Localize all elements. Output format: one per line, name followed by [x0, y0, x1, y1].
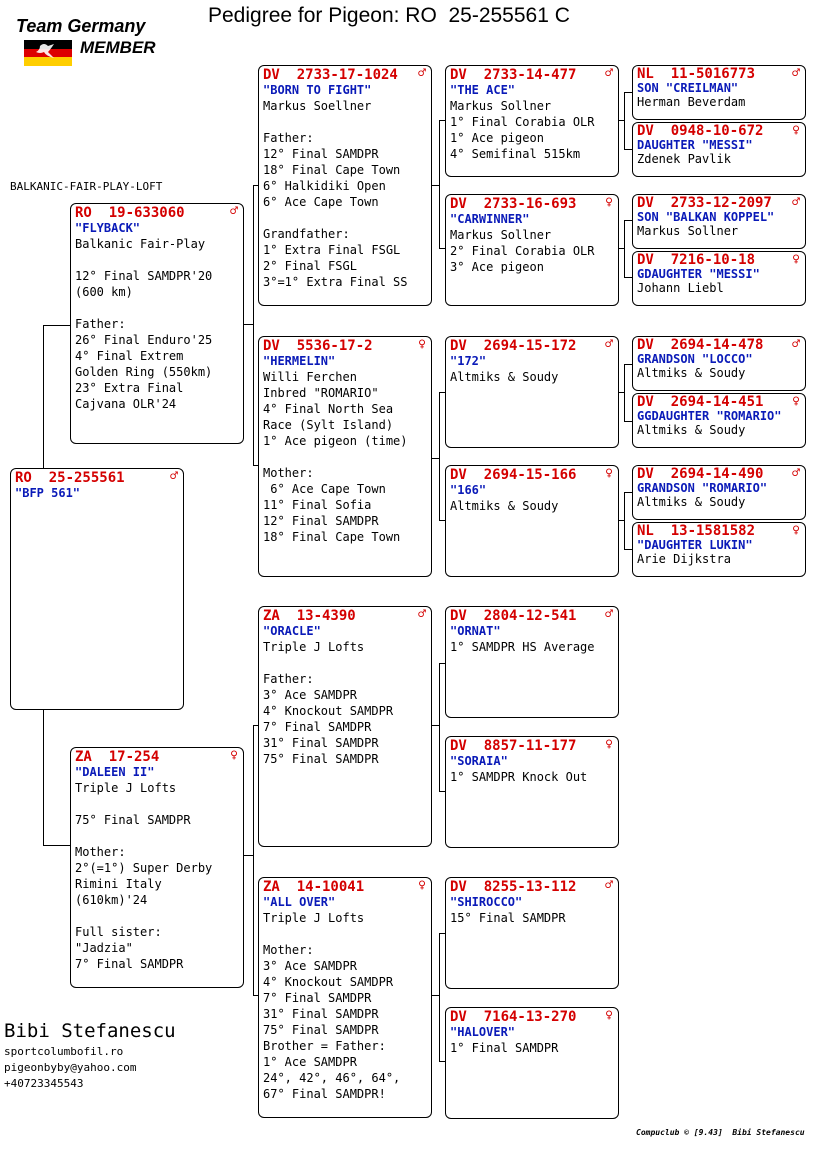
male-icon: ♂	[792, 195, 800, 210]
female-icon: ♀	[605, 1008, 613, 1023]
ring-number: DV 2694-14-478	[637, 337, 764, 353]
connector-line	[624, 492, 632, 493]
logo-text-team: Team Germany	[16, 16, 146, 36]
connector-line	[43, 710, 44, 845]
ring-number: NL 11-5016773	[637, 66, 756, 82]
pigeon-card-ssss	[632, 65, 806, 120]
pigeon-details: Markus Sollner	[637, 224, 739, 238]
pigeon-name: "HERMELIN"	[263, 354, 336, 368]
ring-number: DV 7216-10-18	[637, 252, 756, 268]
pigeon-name: "CARWINNER"	[450, 212, 530, 226]
loft-name: BALKANIC-FAIR-PLAY-LOFT	[10, 180, 163, 193]
connector-line	[624, 149, 632, 150]
logo-text-member: MEMBER	[80, 38, 156, 57]
pigeon-card-dam	[70, 747, 244, 988]
connector-line	[624, 364, 632, 365]
pigeon-name: "ORNAT"	[450, 624, 501, 638]
pigeon-card-ssds	[632, 194, 806, 249]
female-icon: ♀	[605, 737, 613, 752]
pigeon-name: "DALEEN II"	[75, 765, 155, 779]
connector-line	[439, 120, 440, 248]
pigeon-details: Altmiks & Soudy	[450, 370, 559, 384]
male-icon: ♂	[792, 466, 800, 481]
pigeon-name: "HALOVER"	[450, 1025, 516, 1039]
ring-number: DV 2694-14-451	[637, 394, 764, 410]
pigeon-details: Altmiks & Soudy	[637, 423, 746, 437]
ring-number: ZA 13-4390	[263, 608, 356, 624]
female-icon: ♀	[792, 123, 800, 138]
pigeon-details: Markus Sollner 1° Final Corabia OLR 1° Ace pigeon 4° Semifinal 515km	[450, 99, 595, 161]
connector-line	[624, 277, 632, 278]
male-icon: ♂	[605, 878, 613, 893]
connector-line	[624, 92, 625, 149]
pigeon-details: 15° Final SAMDPR	[450, 911, 566, 925]
pigeon-details: Balkanic Fair-Play 12° Final SAMDPR'20 (600 km) Father: 26° Final Enduro'25 4° Final Extrem Golden Ring (550km) 23° Extra Final Cajvana OLR'24	[75, 237, 213, 411]
male-icon: ♂	[792, 337, 800, 352]
male-icon: ♂	[418, 66, 426, 81]
pigeon-card-dam-sire	[258, 606, 432, 847]
pigeon-details: Johann Liebl	[637, 281, 724, 295]
pigeon-card-sddd	[632, 522, 806, 577]
pigeon-details: Altmiks & Soudy	[637, 495, 746, 509]
pigeon-card-sire-sire	[258, 65, 432, 306]
pigeon-card-ddd	[445, 1007, 619, 1119]
female-icon: ♀	[230, 748, 238, 763]
ring-number: RO 19-633060	[75, 205, 185, 221]
pigeon-card-ssdd	[632, 251, 806, 306]
connector-line	[624, 492, 625, 549]
pigeon-name: "SHIROCCO"	[450, 895, 523, 909]
pigeon-details: Triple J Lofts Father: 3° Ace SAMDPR 4° Knockout SAMDPR 7° Final SAMDPR 31° Final SAMDPR 75° Final SAMDPR	[263, 640, 394, 766]
pigeon-name: "ALL OVER"	[263, 895, 336, 909]
pigeon-name: "SORAIA"	[450, 754, 508, 768]
pigeon-details: Herman Beverdam	[637, 95, 746, 109]
connector-line	[624, 549, 632, 550]
female-icon: ♀	[418, 878, 426, 893]
connector-line	[43, 845, 70, 846]
pigeon-name: GDAUGHTER "MESSI"	[637, 267, 760, 281]
pigeon-card-sdd	[445, 465, 619, 577]
author-contact: sportcolumbofil.ro pigeonbyby@yahoo.com +40723345543	[4, 1045, 137, 1090]
pigeon-card-sdss	[632, 336, 806, 391]
ring-number: NL 13-1581582	[637, 523, 756, 539]
pigeon-details: Triple J Lofts Mother: 3° Ace SAMDPR 4° Knockout SAMDPR 7° Final SAMDPR 31° Final SAMDPR 75° Final SAMDPR Brother = Father: 1° Ace SAMDPR 24°, 42°, 46°, 64°, 67° Final SAMDPR!	[263, 911, 401, 1101]
pigeon-name: "172"	[450, 354, 487, 368]
female-icon: ♀	[792, 394, 800, 409]
pigeon-details: 1° SAMDPR HS Average	[450, 640, 595, 654]
pigeon-name: SON "CREILMAN"	[637, 81, 739, 95]
pigeon-name: SON "BALKAN KOPPEL"	[637, 210, 775, 224]
pigeon-name: GRANDSON "ROMARIO"	[637, 481, 768, 495]
male-icon: ♂	[230, 204, 238, 219]
female-icon: ♀	[605, 195, 613, 210]
pigeon-details: Zdenek Pavlik	[637, 152, 731, 166]
ring-number: DV 2733-14-477	[450, 67, 577, 83]
ring-number: DV 2804-12-541	[450, 608, 577, 624]
connector-line	[624, 220, 632, 221]
female-icon: ♀	[792, 252, 800, 267]
female-icon: ♀	[792, 523, 800, 538]
connector-line	[43, 325, 70, 326]
male-icon: ♂	[605, 337, 613, 352]
female-icon: ♀	[418, 337, 426, 352]
pigeon-card-dss	[445, 606, 619, 718]
pigeon-name: "BFP 561"	[15, 486, 81, 500]
pigeon-card-dds	[445, 877, 619, 989]
connector-line	[624, 92, 632, 93]
pigeon-card-dam-dam	[258, 877, 432, 1118]
connector-line	[624, 421, 632, 422]
female-icon: ♀	[605, 466, 613, 481]
connector-line	[253, 725, 254, 995]
connector-line	[439, 392, 440, 520]
software-credit: Compuclub © [9.43] Bibi Stefanescu	[636, 1128, 805, 1137]
ring-number: ZA 17-254	[75, 749, 160, 765]
male-icon: ♂	[792, 66, 800, 81]
pigeon-name: "166"	[450, 483, 487, 497]
pigeon-details: 1° Final SAMDPR	[450, 1041, 559, 1055]
pigeon-details: Arie Dijkstra	[637, 552, 731, 566]
male-icon: ♂	[418, 607, 426, 622]
pigeon-card-sssd	[632, 122, 806, 177]
pigeon-details: Altmiks & Soudy	[637, 366, 746, 380]
germany-flag-icon	[24, 40, 72, 66]
ring-number: DV 8255-13-112	[450, 879, 577, 895]
ring-number: DV 8857-11-177	[450, 738, 577, 754]
pigeon-name: "THE ACE"	[450, 83, 516, 97]
connector-line	[43, 325, 44, 468]
pigeon-name: "ORACLE"	[263, 624, 321, 638]
ring-number: DV 2733-16-693	[450, 196, 577, 212]
connector-line	[253, 185, 254, 465]
ring-number: DV 2694-14-490	[637, 466, 764, 482]
pigeon-name: "BORN TO FIGHT"	[263, 83, 372, 97]
ring-number: DV 2733-12-2097	[637, 195, 772, 211]
pigeon-details: Altmiks & Soudy	[450, 499, 559, 513]
author-name: Bibi Stefanescu	[4, 1020, 176, 1042]
pigeon-name: "DAUGHTER LUKIN"	[637, 538, 753, 552]
pigeon-card-sss	[445, 65, 619, 177]
pigeon-card-sdds	[632, 465, 806, 520]
pigeon-card-sds	[445, 336, 619, 448]
pigeon-details: Willi Ferchen Inbred "ROMARIO" 4° Final North Sea Race (Sylt Island) 1° Ace pigeon (time) Mother: 6° Ace Cape Town 11° Final Sofia 12° Final SAMDPR 18° Final Cape Town	[263, 370, 408, 544]
ring-number: DV 7164-13-270	[450, 1009, 577, 1025]
pigeon-name: GGDAUGHTER "ROMARIO"	[637, 409, 782, 423]
pigeon-name: DAUGHTER "MESSI"	[637, 138, 753, 152]
ring-number: DV 2694-15-166	[450, 467, 577, 483]
page-title: Pedigree for Pigeon: RO 25-255561 C	[208, 4, 570, 27]
ring-number: DV 2694-15-172	[450, 338, 577, 354]
pigeon-details: Triple J Lofts 75° Final SAMDPR Mother: 2°(=1°) Super Derby Rimini Italy (610km)'24 Full sister: "Jadzia" 7° Final SAMDPR	[75, 781, 213, 971]
male-icon: ♂	[605, 607, 613, 622]
ring-number: ZA 14-10041	[263, 879, 365, 895]
pigeon-details: 1° SAMDPR Knock Out	[450, 770, 588, 784]
pigeon-name: "FLYBACK"	[75, 221, 141, 235]
connector-line	[439, 663, 440, 791]
pigeon-card-sire-dam	[258, 336, 432, 577]
pigeon-name: GRANDSON "LOCCO"	[637, 352, 753, 366]
pigeon-card-ssd	[445, 194, 619, 306]
ring-number: DV 5536-17-2	[263, 338, 373, 354]
pigeon-card-sire	[70, 203, 244, 444]
male-icon: ♂	[170, 469, 178, 484]
pigeon-details: Markus Sollner 2° Final Corabia OLR 3° Ace pigeon	[450, 228, 595, 274]
pigeon-details: Markus Soellner Father: 12° Final SAMDPR 18° Final Cape Town 6° Halkidiki Open 6° Ace Cape Town Grandfather: 1° Extra Final FSGL 2° Final FSGL 3°=1° Extra Final SS	[263, 99, 408, 289]
ring-number: DV 0948-10-672	[637, 123, 764, 139]
pigeon-card-main	[10, 468, 184, 710]
connector-line	[624, 220, 625, 277]
connector-line	[439, 933, 440, 1061]
ring-number: DV 2733-17-1024	[263, 67, 398, 83]
pigeon-card-dsd	[445, 736, 619, 848]
ring-number: RO 25-255561	[15, 470, 125, 486]
connector-line	[624, 364, 625, 421]
pigeon-card-sdsd	[632, 393, 806, 448]
male-icon: ♂	[605, 66, 613, 81]
